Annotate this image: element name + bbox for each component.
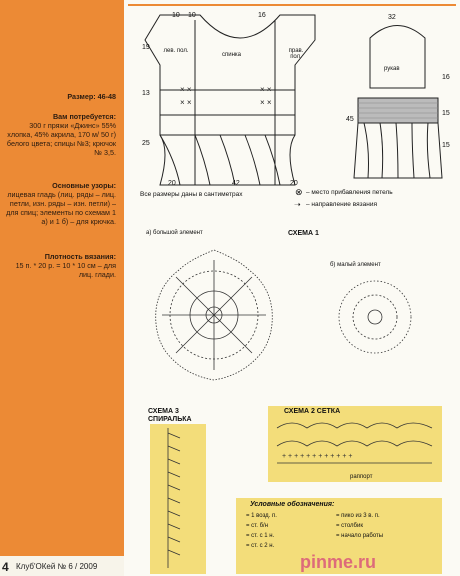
materials-text: 300 г пряжи «Джинс» 55% хлопка, 45% акрила, 170 м/ 50 г) белого цвета; спицы №3; крючок № 3,5. <box>6 121 116 157</box>
mesh-drawing <box>272 418 438 473</box>
increase-icon: ⊗ <box>295 187 303 197</box>
scheme3-subtitle: СПИРАЛЬКА <box>148 416 192 423</box>
increase-note: – место прибавления петель <box>306 189 393 196</box>
patterns-block <box>6 181 116 226</box>
part-left-label: лев. пол. <box>163 48 189 54</box>
symbols-title: Условные обозначения: <box>250 501 335 508</box>
sleeve-dim-top: 32 <box>388 14 396 21</box>
svg-text:× ×: × × <box>180 98 192 107</box>
symbol-3: = ст. с 1 н. <box>246 533 275 539</box>
dim-bottom-1: 20 <box>168 180 176 187</box>
sleeve-dim-right-2: 15 <box>442 110 450 117</box>
density-block <box>6 252 116 279</box>
body-schema-drawing <box>140 10 340 195</box>
svg-text:× ×: × × <box>180 85 192 94</box>
svg-text:× ×: × × <box>260 85 272 94</box>
sleeve-dim-right-3: 15 <box>442 142 450 149</box>
patterns-title: Основные узоры: <box>52 181 116 190</box>
scheme1-big-label: а) большой элемент <box>146 230 203 236</box>
watermark: pinme.ru <box>300 552 377 572</box>
sleeve-dim-right-1: 16 <box>442 74 450 81</box>
density-title: Плотность вязания: <box>44 252 116 261</box>
symbol-2: = ст. б/н <box>246 523 269 529</box>
dim-top-1: 10 <box>172 12 180 19</box>
size-block <box>6 92 116 101</box>
symbol-6: = столбик <box>336 523 363 529</box>
size-text: Размер: 46-48 <box>67 92 116 101</box>
density-text: 15 п. * 20 р. = 10 * 10 см – для лиц. глади. <box>15 261 116 279</box>
symbol-4: = ст. с 2 н. <box>246 543 275 549</box>
symbol-7: = начало работы <box>336 533 384 539</box>
sleeve-schema-drawing <box>350 18 445 193</box>
dim-bottom-3: 20 <box>290 180 298 187</box>
materials-block <box>6 112 116 157</box>
scheme2-repeat-label: раппорт <box>350 474 373 480</box>
spiral-drawing <box>158 428 188 568</box>
big-motif-drawing <box>144 240 284 390</box>
small-motif-drawing <box>330 272 420 362</box>
svg-text:× ×: × × <box>260 98 272 107</box>
scheme1-title: СХЕМА 1 <box>288 230 319 237</box>
part-back-label: спинка <box>222 52 242 58</box>
direction-arrow-icon: ➝ <box>294 200 301 209</box>
dim-bottom-2: 42 <box>232 180 240 187</box>
sleeve-dim-left: 45 <box>346 116 354 123</box>
top-border <box>128 4 456 6</box>
patterns-text: лицевая гладь (лиц. ряды – лиц. петли, изн. ряды – изн. петли) – для спиц; элементы по схемам 1 а) и 1 б) – для крючка. <box>6 190 116 226</box>
direction-note: – направление вязания <box>306 201 377 208</box>
dim-left-3: 25 <box>142 140 150 147</box>
scheme1-small-label: б) малый элемент <box>330 262 381 268</box>
page-number: 4 <box>2 560 9 574</box>
symbol-1: = 1 возд. п. <box>246 513 277 519</box>
sizes-note: Все размеры даны в сантиметрах <box>140 191 243 198</box>
dim-top-2: 10 <box>188 12 196 19</box>
footer <box>0 556 124 576</box>
dim-left-2: 13 <box>142 90 150 97</box>
scheme3-title: СХЕМА 3 <box>148 408 179 415</box>
sleeve-label: рукав <box>384 66 400 72</box>
scheme2-title: СХЕМА 2 СЕТКА <box>284 408 341 415</box>
svg-text:+ + + + + + + + + + + +: + + + + + + + + + + + + <box>282 453 353 460</box>
dim-top-3: 16 <box>258 12 266 19</box>
materials-title: Вам потребуется: <box>52 112 116 121</box>
dim-left-1: 19 <box>142 44 150 51</box>
symbol-5: = пико из 3 в. п. <box>336 513 380 519</box>
magazine-title: Клуб'ОКей № 6 / 2009 <box>16 562 98 571</box>
part-right-label: прав. пол. <box>288 48 304 60</box>
